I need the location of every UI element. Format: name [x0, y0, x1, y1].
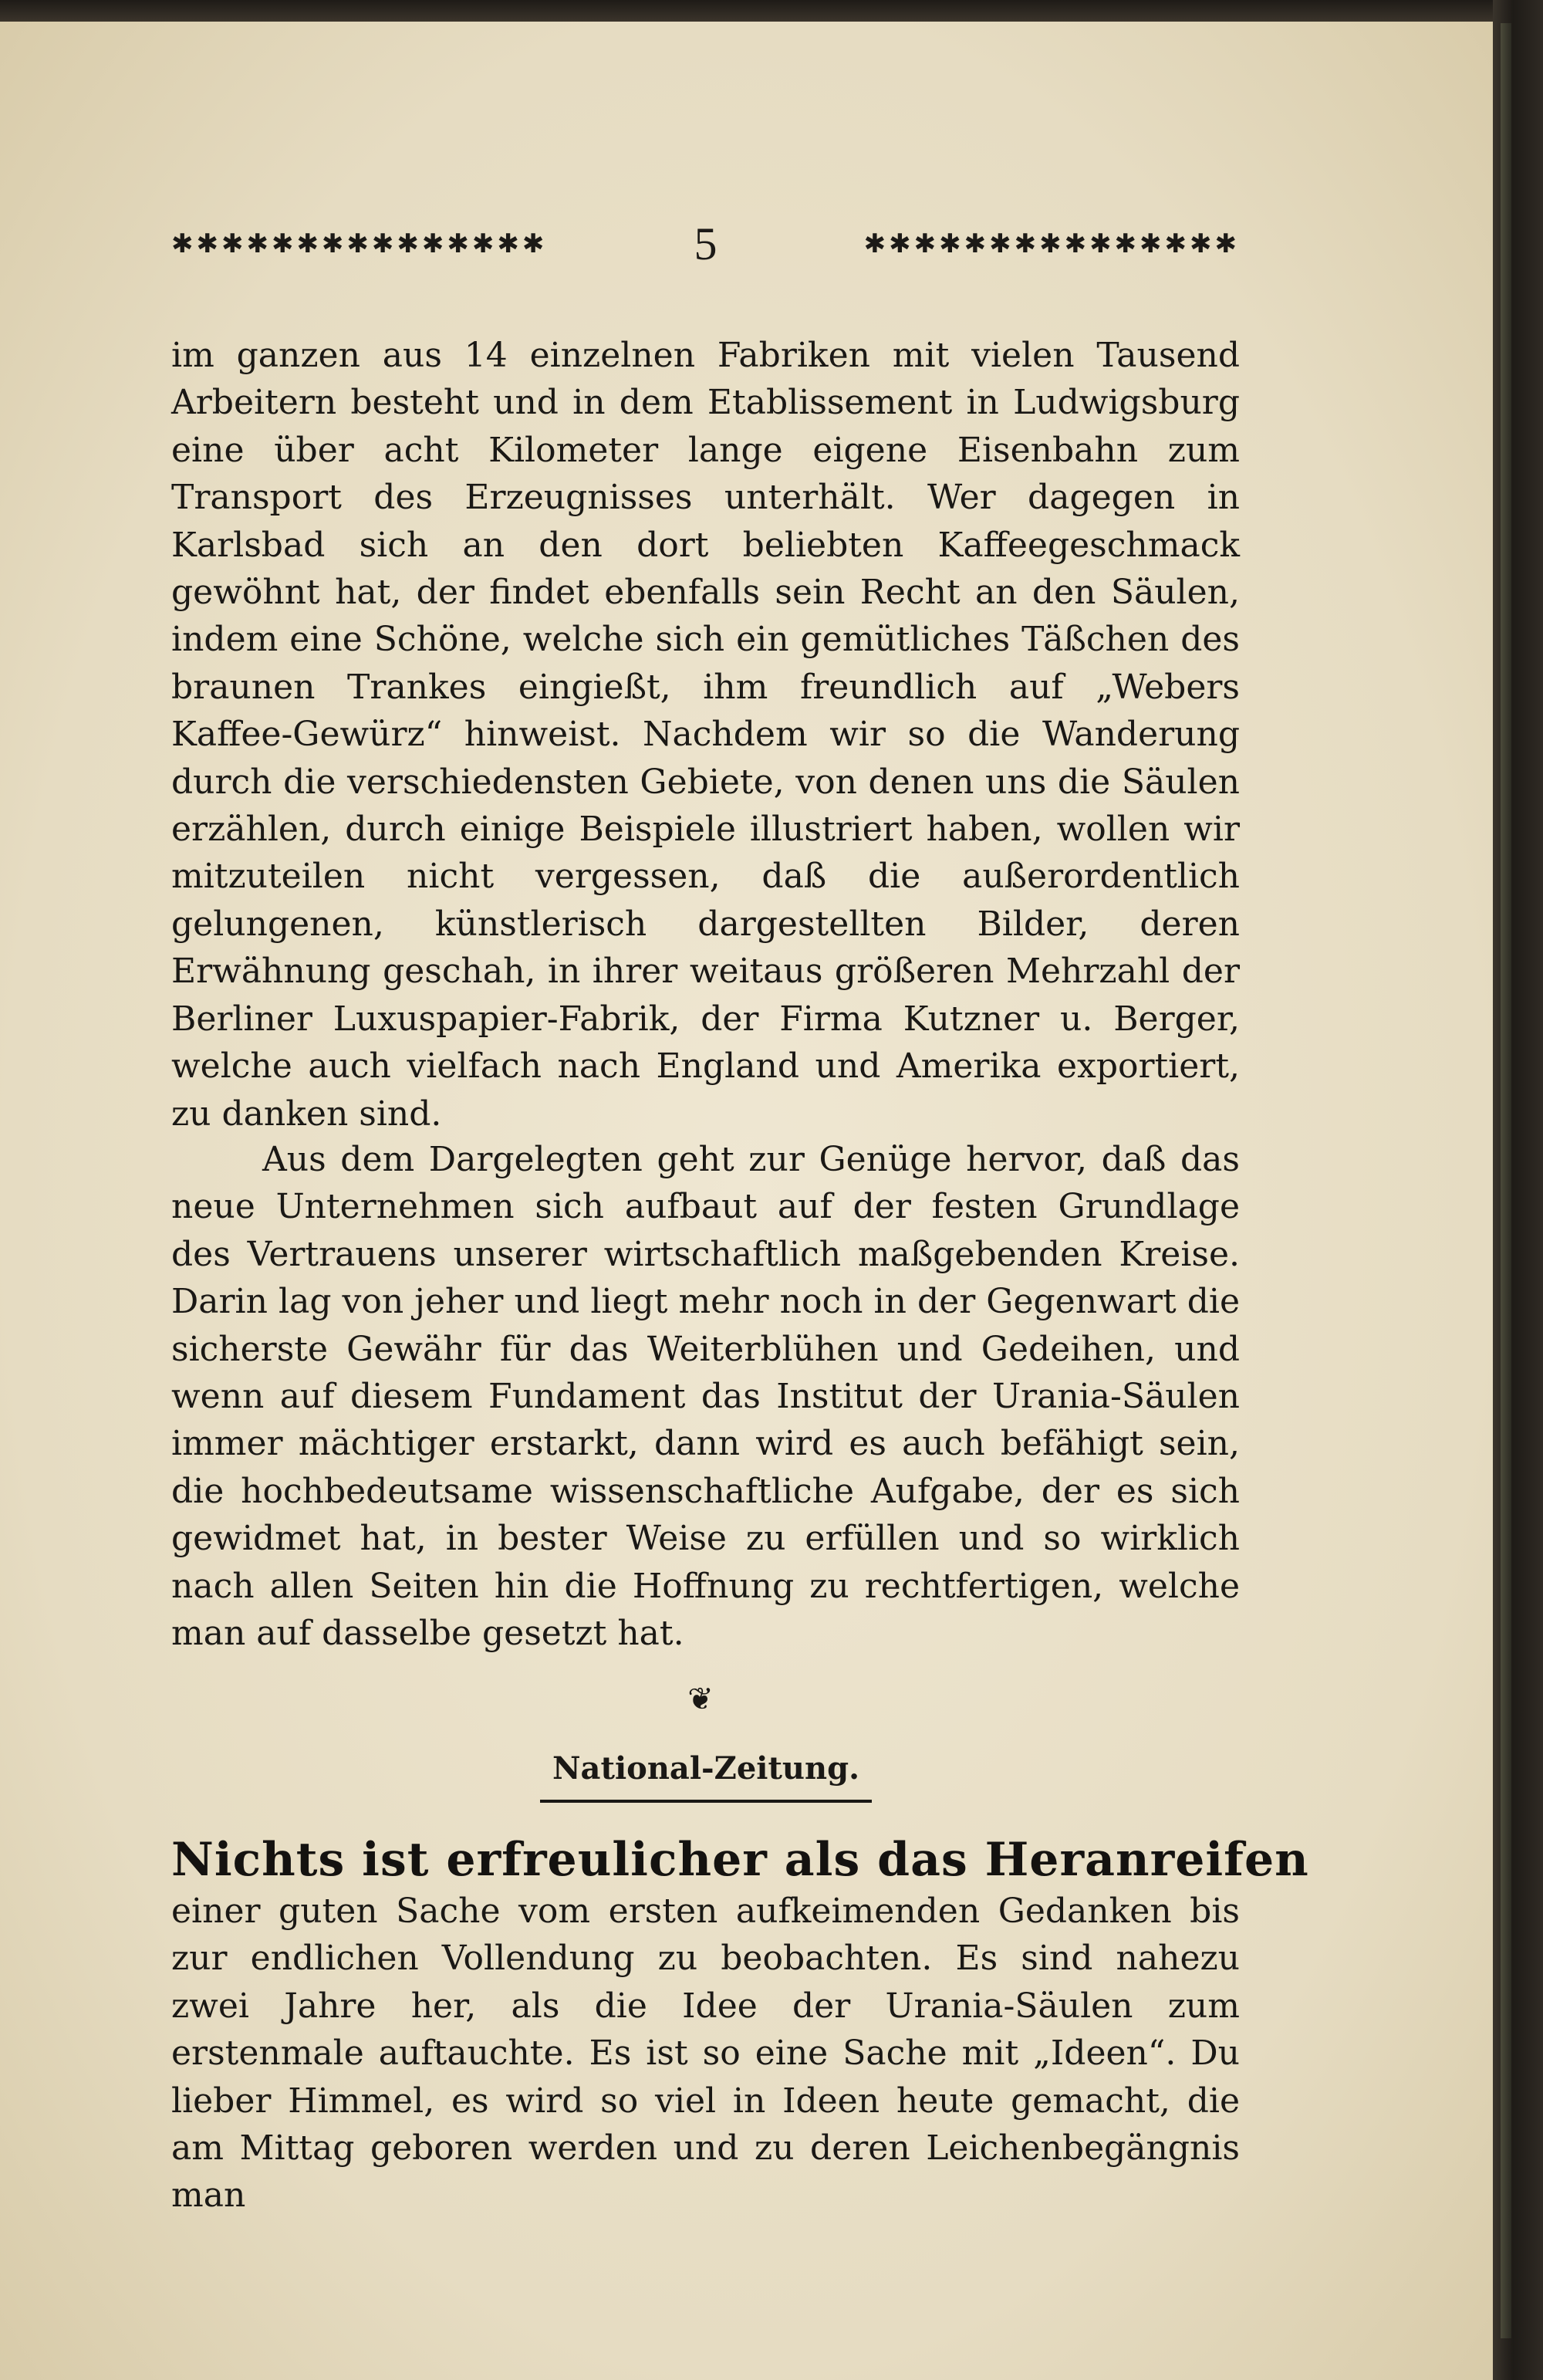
page-number: 5 — [694, 218, 717, 269]
fleuron-ornament-icon: ❦ — [687, 1682, 714, 1717]
paragraph-article-start: einer guten Sache vom ersten aufkeimenden Gedanken bis zur endlichen Vollendung zu beobachten. Es sind nahezu zwei Jahre her, als die Idee der Urania-Säulen zum erstenmale auftauchte. Es ist so eine Sache mit „Ideen“. Du lieber Himmel, es wird so viel in Ideen heute gemacht, die am Mittag geboren werden und zu deren Leichenbegängnis man — [171, 1891, 1240, 2216]
scan-top-edge — [0, 0, 1543, 22]
spine-strip — [1501, 23, 1511, 2338]
paragraph-continued: im ganzen aus 14 einzelnen Fabriken mit vielen Tausend Arbeitern besteht und in dem Etablissement in Ludwigsburg eine über acht Kilometer lange eigene Eisenbahn zum Transport des Erzeugnisses unterhält. Wer dagegen in Karlsbad sich an den dort beliebten Kaffeegeschmack gewöhnt hat, der findet ebenfalls sein Recht an den Säulen, indem eine Schöne, welche sich ein gemütliches Täßchen des braunen Trankes eingießt, ihm freundlich auf „Webers Kaffee-Gewürz“ hinweist. Nachdem wir so die Wanderung durch die verschiedensten Gebiete, von denen uns die Säulen erzählen, durch einige Beispiele illustriert haben, wollen wir mitzuteilen nicht vergessen, daß die außerordentlich gelungenen, künstlerisch dargestellten Bilder, deren Erwähnung geschah, in ihrer weitaus größeren Mehrzahl der Berliner Luxuspapier-Fabrik, der Firma Kutzner u. Berger, welche auch vielfach nach England und Amerika exportiert, zu danken sind. — [171, 336, 1240, 1134]
book-spine-edge — [1493, 0, 1543, 2380]
paragraph-conclusion: Aus dem Dargelegten geht zur Genüge hervor, daß das neue Unternehmen sich aufbaut auf der festen Grundlage des Vertrauens unserer wirtschaftlich maßgebenden Kreise. Darin lag von jeher und liegt mehr noch in der Gegenwart die sicherste Gewähr für das Weiterblühen und Gedeihen, und wenn auf diesem Fundament das Institut der Urania-Säulen immer mächtiger erstarkt, dann wird es auch befähigt sein, die hochbedeutsame wissenschaftliche Aufgabe, der es sich gewidmet hat, in bester Weise zu erfüllen und so wirklich nach allen Seiten hin die Hoffnung zu rechtfertigen, welche man auf dasselbe gesetzt hat. — [171, 1140, 1240, 1654]
article-headline: Nichts ist erfreulicher als das Heranreifen — [171, 1833, 1309, 1887]
header-ornament-left: ✱✱✱✱✱✱✱✱✱✱✱✱✱✱✱ — [171, 228, 548, 259]
header-ornament-right: ✱✱✱✱✱✱✱✱✱✱✱✱✱✱✱ — [863, 228, 1240, 259]
source-title-underline — [540, 1800, 872, 1803]
source-title: National-Zeitung. — [552, 1750, 859, 1787]
running-header — [171, 218, 1240, 269]
body-text-block-3 — [171, 1888, 1240, 2219]
body-text-block-1 — [171, 332, 1240, 1138]
body-text-block-2 — [171, 1136, 1240, 1657]
